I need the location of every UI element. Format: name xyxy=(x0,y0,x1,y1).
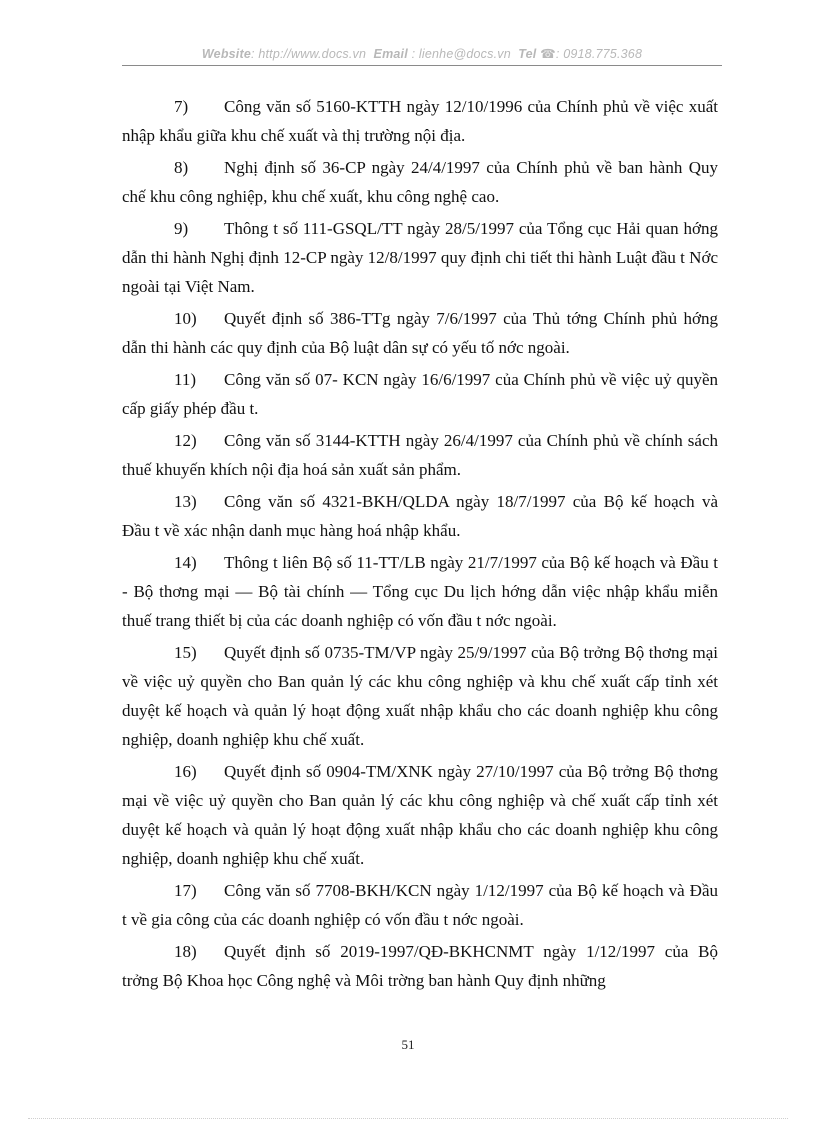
list-item xyxy=(122,757,718,873)
list-item-text: Công văn số 3144-KTTH ngày 26/4/1997 của Chính phủ về chính sách thuế khuyến khích nội địa hoá sản xuất sản phẩm. xyxy=(122,431,718,479)
footer-divider xyxy=(28,1118,788,1119)
list-item-text: Công văn số 5160-KTTH ngày 12/10/1996 của Chính phủ về việc xuất nhập khẩu giữa khu chế xuất và thị trường nội địa. xyxy=(122,97,718,145)
list-item-number: 17) xyxy=(174,881,197,900)
list-item-number: 14) xyxy=(174,553,197,572)
list-item-text: Quyết định số 0735-TM/VP ngày 25/9/1997 của Bộ trởng Bộ thơng mại về việc uỷ quyền cho Ban quản lý các khu công nghiệp và khu chế xuất cấp tỉnh xét duyệt kế hoạch và quản lý hoạt động xuất nhập khẩu cho các doanh nghiệp khu công nghiệp, doanh nghiệp khu chế xuất. xyxy=(122,643,718,749)
website-label: Website xyxy=(201,47,251,61)
list-item-text: Nghị định số 36-CP ngày 24/4/1997 của Chính phủ về ban hành Quy chế khu công nghiệp, khu chế xuất, khu công nghệ cao. xyxy=(122,158,718,206)
website-value: : http://www.docs.vn xyxy=(251,47,367,61)
list-item xyxy=(122,92,718,150)
list-item-text: Quyết định số 0904-TM/XNK ngày 27/10/1997 của Bộ trởng Bộ thơng mại về việc uỷ quyền cho Ban quản lý các khu công nghiệp và chế xuất cấp tỉnh xét duyệt kế hoạch và quản lý hoạt động xuất nhập khẩu cho các doanh nghiệp khu công nghiệp, doanh nghiệp khu chế xuất. xyxy=(122,762,718,868)
email-label: Email xyxy=(373,47,408,61)
list-item-number: 10) xyxy=(174,309,197,328)
list-item-text: Quyết định số 2019-1997/QĐ-BKHCNMT ngày 1/12/1997 của Bộ trởng Bộ Khoa học Công nghệ và Môi trờng ban hành Quy định những xyxy=(122,942,718,990)
header-divider xyxy=(122,65,722,66)
list-item-text: Thông t liên Bộ số 11-TT/LB ngày 21/7/1997 của Bộ kế hoạch và Đầu t - Bộ thơng mại — Bộ tài chính — Tổng cục Du lịch hớng dẫn việc nhập khẩu miễn thuế trang thiết bị của các doanh nghiệp có vốn đầu t nớc ngoài. xyxy=(122,553,718,630)
list-item-number: 7) xyxy=(174,97,189,116)
list-item-number: 16) xyxy=(174,762,197,781)
list-item-number: 13) xyxy=(174,492,197,511)
list-item xyxy=(122,214,718,301)
list-item xyxy=(122,876,718,934)
tel-value: ☎: 0918.775.368 xyxy=(540,47,643,61)
list-item-text: Thông t số 111-GSQL/TT ngày 28/5/1997 của Tổng cục Hải quan hớng dẫn thi hành Nghị định 12-CP ngày 12/8/1997 quy định chi tiết thi hành Luật đầu t Nớc ngoài tại Việt Nam. xyxy=(122,219,718,296)
list-item xyxy=(122,638,718,754)
list-item-text: Công văn số 7708-BKH/KCN ngày 1/12/1997 của Bộ kế hoạch và Đầu t về gia công của các doanh nghiệp có vốn đầu t nớc ngoài. xyxy=(122,881,718,929)
list-item-number: 12) xyxy=(174,431,197,450)
list-item xyxy=(122,304,718,362)
page-number: 51 xyxy=(401,1037,415,1052)
list-item-number: 8) xyxy=(174,158,189,177)
list-item-number: 9) xyxy=(174,219,189,238)
list-item xyxy=(122,153,718,211)
page-header xyxy=(122,46,722,61)
document-body xyxy=(122,92,718,998)
list-item-text: Quyết định số 386-TTg ngày 7/6/1997 của Thủ tớng Chính phủ hớng dẫn thi hành các quy định của Bộ luật dân sự có yếu tố nớc ngoài. xyxy=(122,309,718,357)
list-item xyxy=(122,487,718,545)
list-item xyxy=(122,548,718,635)
list-item-number: 11) xyxy=(174,370,197,389)
tel-label: Tel xyxy=(518,47,537,61)
list-item xyxy=(122,937,718,995)
email-value: : lienhe@docs.vn xyxy=(411,47,511,61)
list-item-number: 15) xyxy=(174,643,197,662)
list-item xyxy=(122,426,718,484)
list-item-text: Công văn số 07- KCN ngày 16/6/1997 của Chính phủ về việc uỷ quyền cấp giấy phép đầu t. xyxy=(122,370,718,418)
list-item xyxy=(122,365,718,423)
list-item-text: Công văn số 4321-BKH/QLDA ngày 18/7/1997 của Bộ kế hoạch và Đầu t về xác nhận danh mục hàng hoá nhập khẩu. xyxy=(122,492,718,540)
list-item-number: 18) xyxy=(174,942,197,961)
